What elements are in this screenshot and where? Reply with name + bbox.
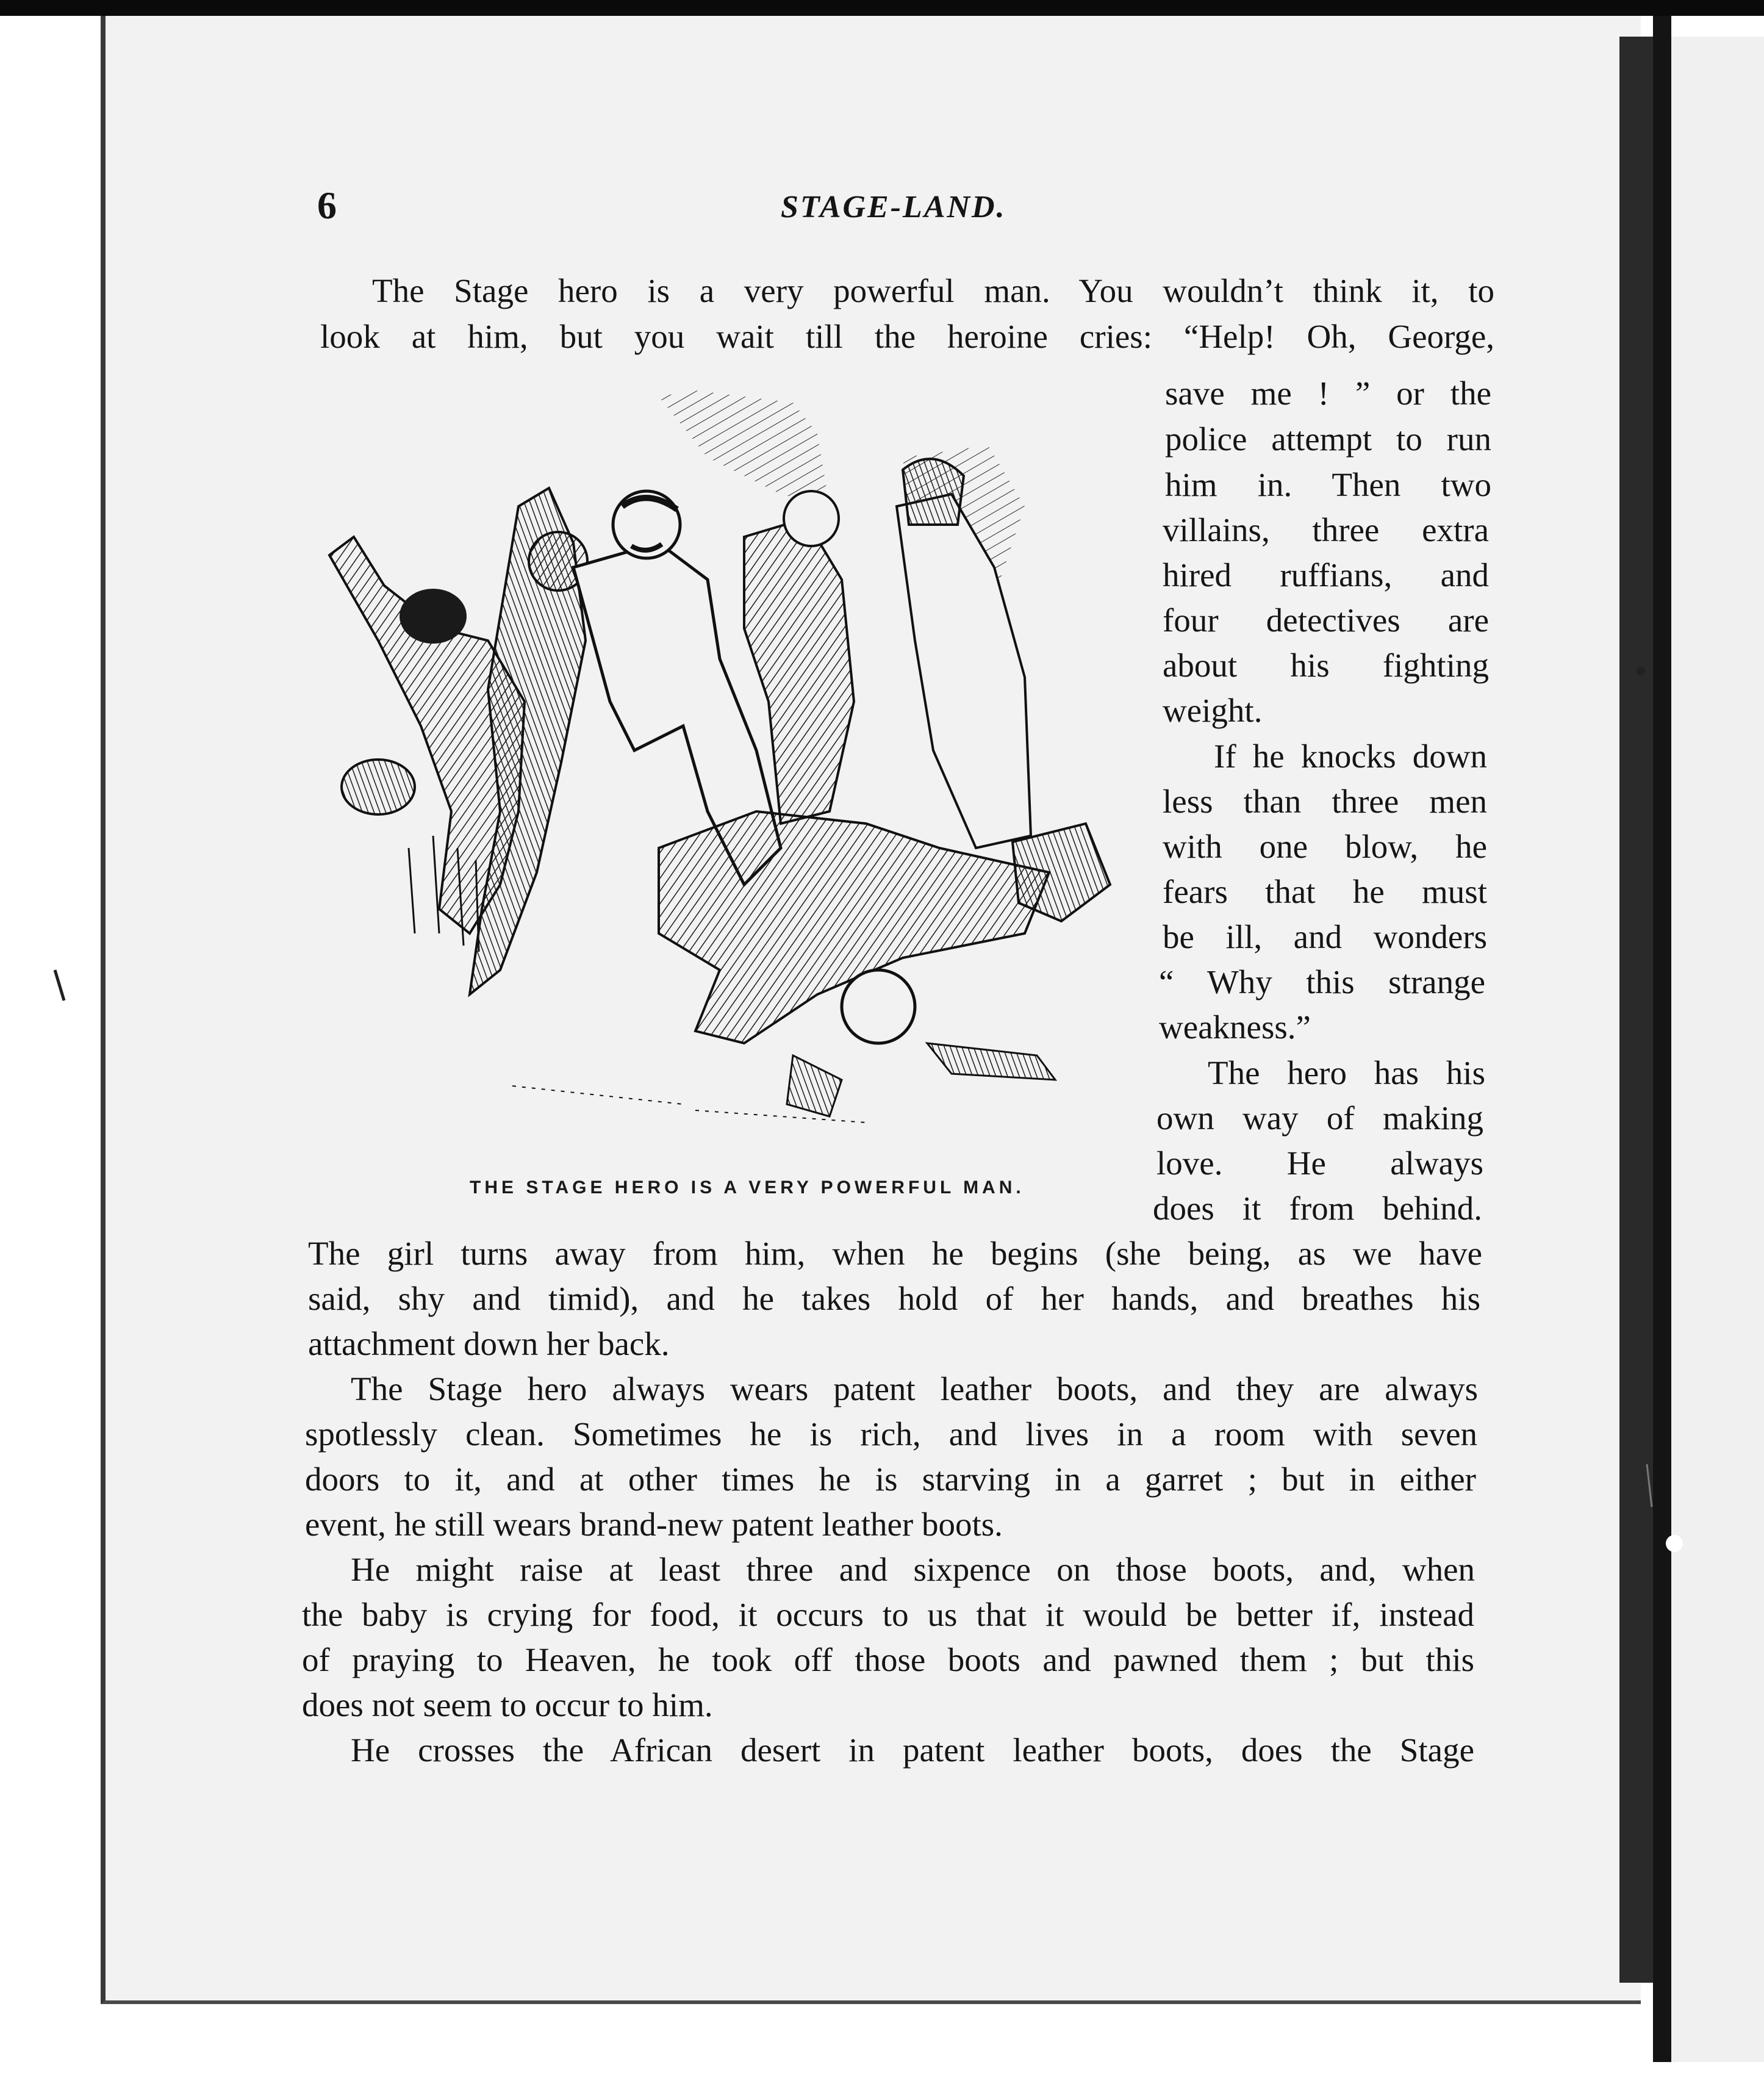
text-line: save me ! ” or the bbox=[1165, 375, 1491, 412]
text-line: The girl turns away from him, when he begins (she being, as we have bbox=[308, 1235, 1482, 1272]
gutter-shadow bbox=[1619, 37, 1653, 1983]
next-page bbox=[1671, 37, 1764, 2062]
text-line: does it from behind. bbox=[1153, 1190, 1482, 1227]
illustration-caption: THE STAGE HERO IS A VERY POWERFUL MAN. bbox=[470, 1177, 1025, 1198]
text-line: of praying to Heaven, he took off those boots and pawned them ; but this bbox=[302, 1641, 1474, 1678]
scan-margin bbox=[0, 0, 98, 2084]
text-line: weakness.” bbox=[1159, 1008, 1311, 1046]
text-line: The hero has his bbox=[1208, 1054, 1485, 1091]
text-line: He might raise at least three and sixpence on those boots, and, when bbox=[351, 1551, 1475, 1588]
brawl-illustration bbox=[317, 384, 1147, 1165]
text-line: The Stage hero always wears patent leather boots, and they are always bbox=[351, 1370, 1478, 1407]
text-line: own way of making bbox=[1156, 1099, 1483, 1137]
text-line: The Stage hero is a very powerful man. You wouldn’t think it, to bbox=[372, 272, 1494, 309]
scan-top-edge bbox=[0, 0, 1764, 16]
text-line: hired ruffians, and bbox=[1163, 556, 1489, 594]
text-line: villains, three extra bbox=[1163, 511, 1489, 548]
page-number: 6 bbox=[317, 184, 337, 227]
text-line: event, he still wears brand-new patent leather boots. bbox=[305, 1506, 1003, 1543]
text-line: attachment down her back. bbox=[308, 1325, 670, 1362]
text-line: He crosses the African desert in patent leather boots, does the Stage bbox=[351, 1731, 1474, 1769]
text-line: four detectives are bbox=[1163, 602, 1489, 639]
text-line: If he knocks down bbox=[1214, 738, 1487, 775]
text-line: police attempt to run bbox=[1165, 420, 1491, 458]
text-line: the baby is crying for food, it occurs to us that it would be better if, instead bbox=[302, 1596, 1474, 1633]
text-line: fears that he must bbox=[1163, 873, 1487, 910]
text-line: doors to it, and at other times he is starving in a garret ; but in either bbox=[305, 1461, 1476, 1498]
text-line: weight. bbox=[1163, 692, 1263, 729]
text-line: about his fighting bbox=[1163, 647, 1489, 684]
text-line: spotlessly clean. Sometimes he is rich, and lives in a room with seven bbox=[305, 1415, 1477, 1453]
text-line: love. He always bbox=[1156, 1144, 1483, 1182]
text-line: look at him, but you wait till the heroine cries: “Help! Oh, George, bbox=[320, 318, 1494, 355]
text-line: be ill, and wonders bbox=[1163, 918, 1487, 955]
running-head: STAGE-LAND. bbox=[781, 190, 1006, 225]
next-page-edge bbox=[1653, 12, 1671, 2062]
text-line: him in. Then two bbox=[1165, 466, 1491, 503]
text-line: said, shy and timid), and he takes hold of her hands, and breathes his bbox=[308, 1280, 1480, 1317]
text-line: less than three men bbox=[1163, 783, 1487, 820]
text-line: “ Why this strange bbox=[1159, 963, 1485, 1001]
text-line: with one blow, he bbox=[1163, 828, 1487, 865]
text-line: does not seem to occur to him. bbox=[302, 1686, 713, 1723]
